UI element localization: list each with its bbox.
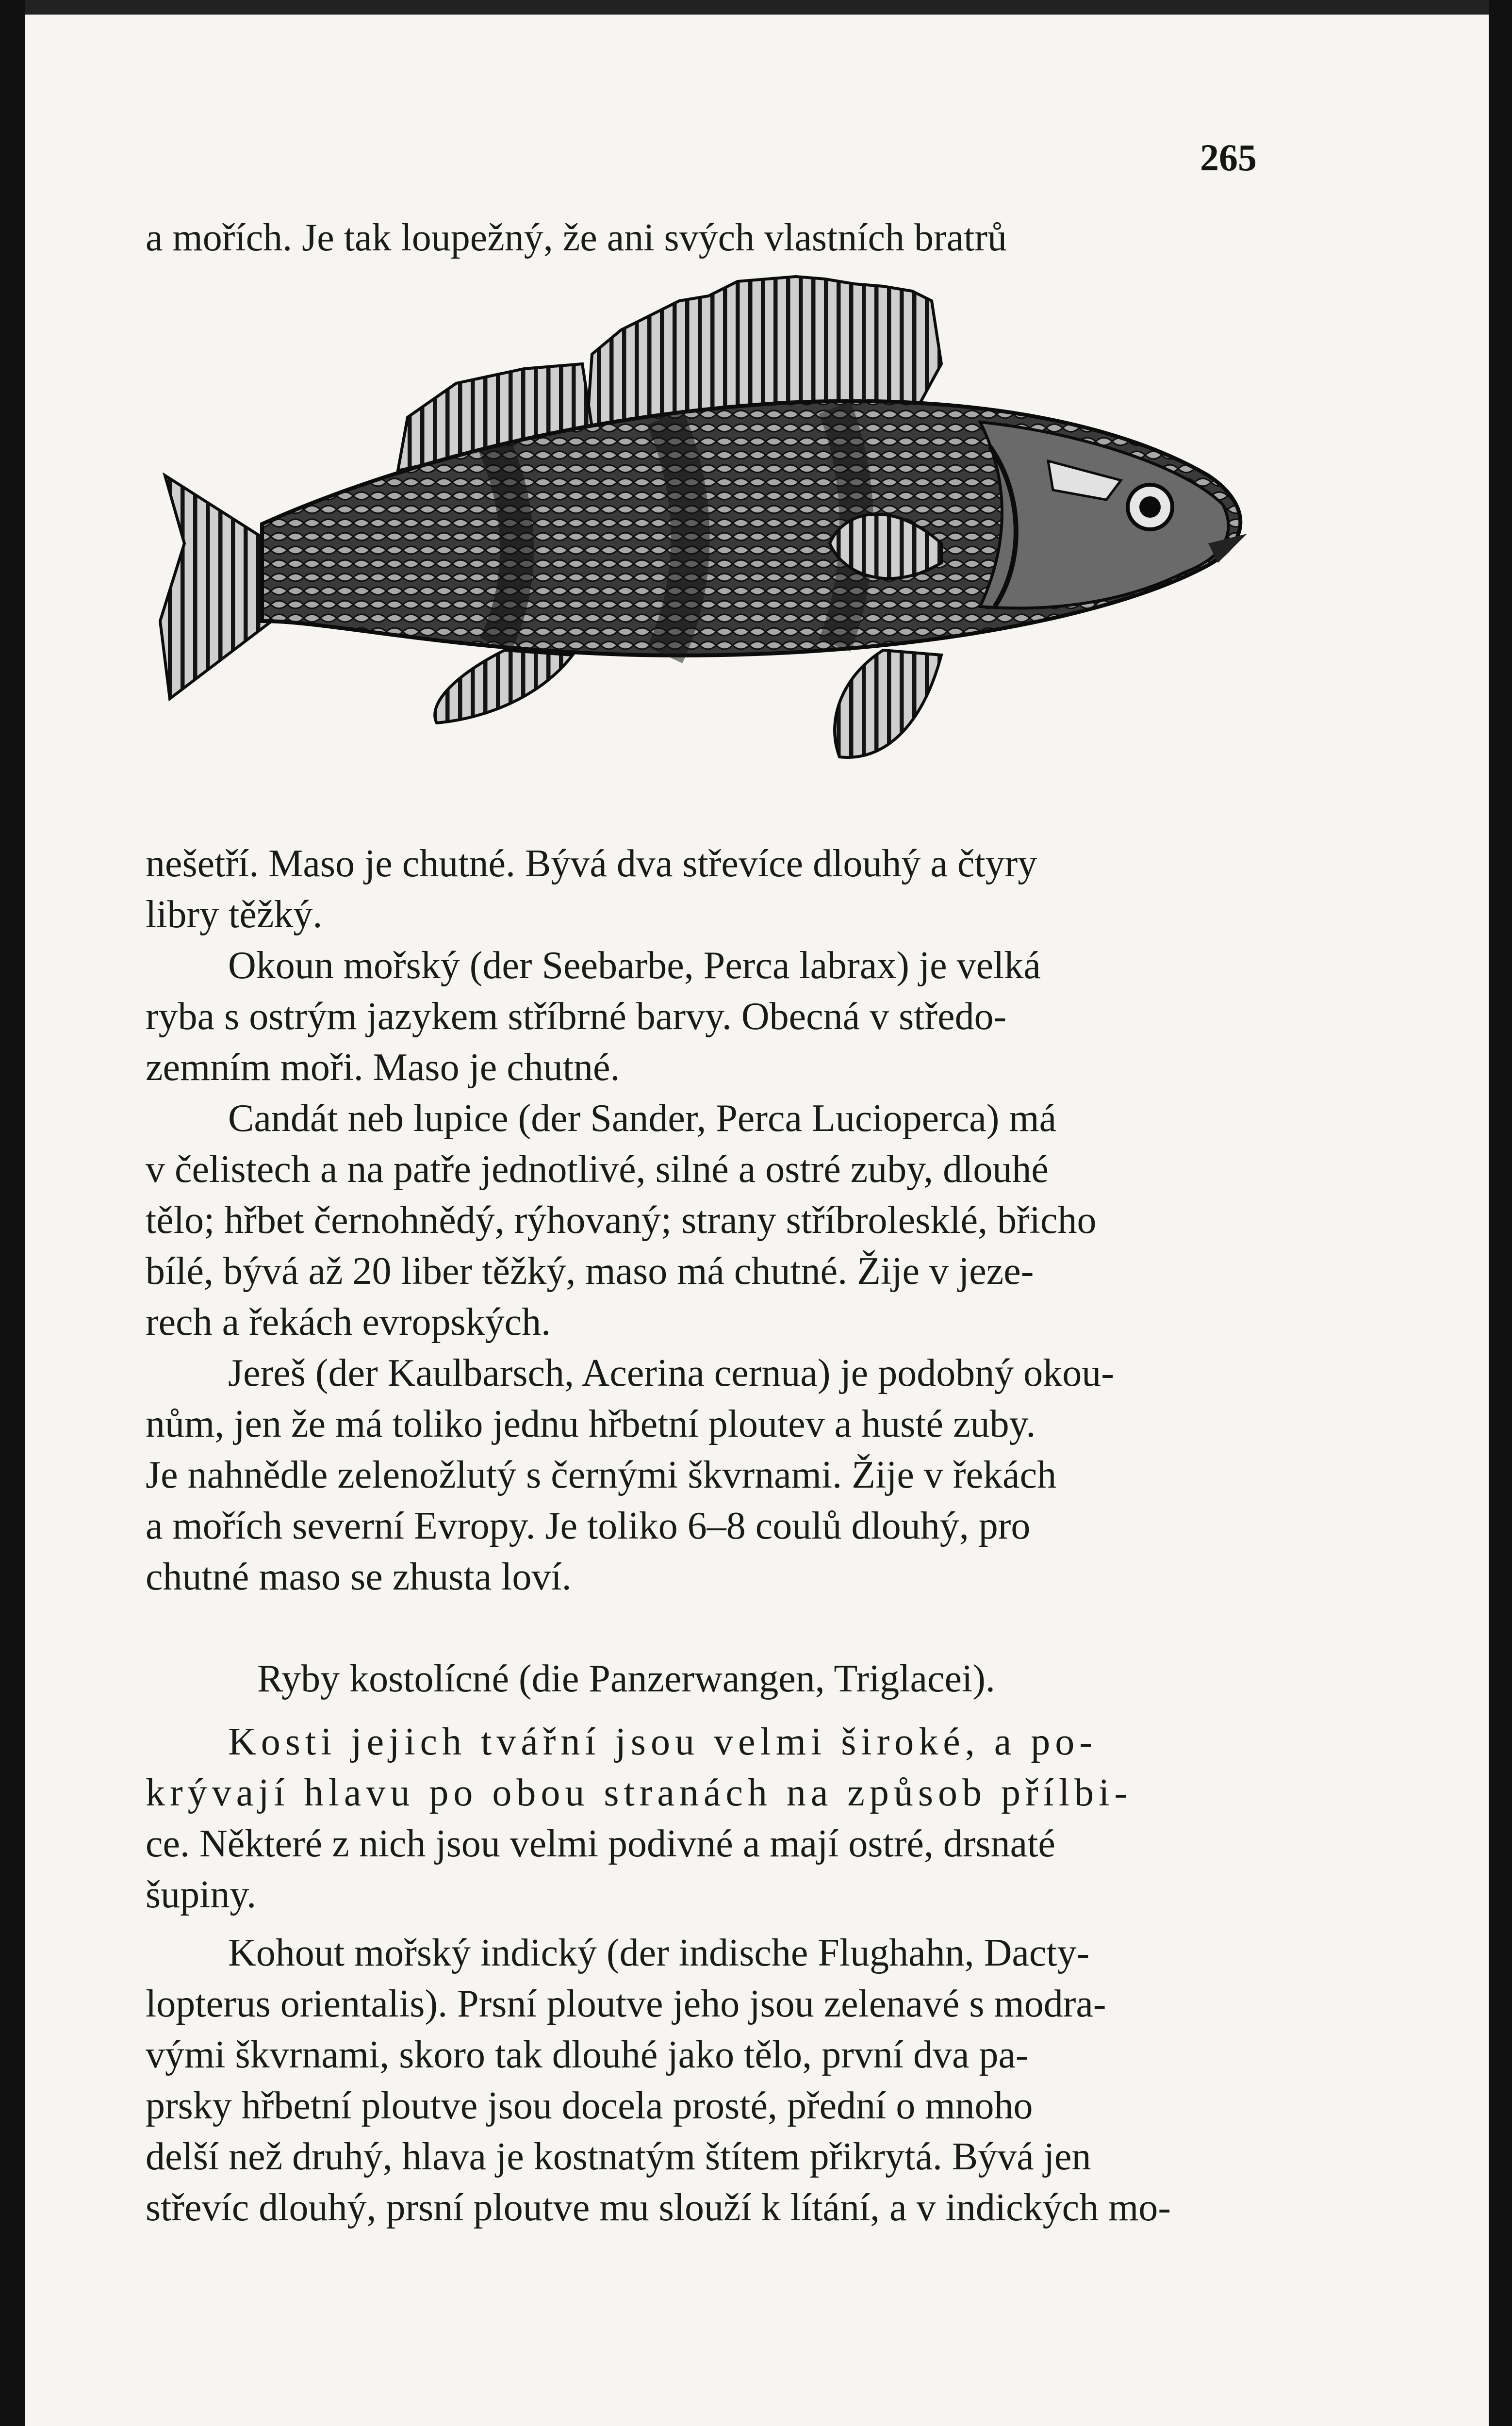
text-line: Candát neb lupice (der Sander, Perca Lucioperca) má [228, 1097, 1057, 1140]
scan-edge-right [1489, 0, 1512, 2426]
text-line: krývají hlavu po obou stranách na způsob přílbi- [146, 1771, 1132, 1814]
text-line: a mořích severní Evropy. Je toliko 6–8 coulů dlouhý, pro [146, 1505, 1031, 1547]
text-line: vými škvrnami, skoro tak dlouhé jako tělo, první dva pa- [146, 2033, 1029, 2076]
text-line: Okoun mořský (der Seebarbe, Perca labrax) je velká [228, 944, 1041, 987]
perch-fish-illustration [155, 272, 1252, 835]
text-line: libry těžký. [146, 893, 323, 936]
text-line: zemním moři. Maso je chutné. [146, 1046, 620, 1089]
scan-edge-left [0, 0, 25, 2426]
text-line: nešetří. Maso je chutné. Bývá dva střevíce dlouhý a čtyry [146, 842, 1037, 885]
text-line: Jereš (der Kaulbarsch, Acerina cernua) je podobný okou- [228, 1352, 1114, 1394]
text-line: Je nahnědle zelenožlutý s černými škvrnami. Žije v řekách [146, 1454, 1057, 1496]
text-line: tělo; hřbet černohnědý, rýhovaný; strany stříbrolesklé, břicho [146, 1199, 1097, 1242]
text-line: delší než druhý, hlava je kostnatým štítem přikrytá. Bývá jen [146, 2135, 1091, 2178]
text-line: prsky hřbetní ploutve jsou docela prosté, přední o mnoho [146, 2084, 1033, 2127]
text-line: Kosti jejich tvářní jsou velmi široké, a po- [228, 1721, 1097, 1763]
text-line: rech a řekách evropských. [146, 1301, 551, 1344]
text-line: ce. Některé z nich jsou velmi podivné a mají ostré, drsnaté [146, 1822, 1055, 1865]
page-number: 265 [1200, 136, 1257, 179]
text-line: nům, jen že má toliko jednu hřbetní ploutev a husté zuby. [146, 1403, 1036, 1445]
text-line: šupiny. [146, 1873, 257, 1916]
text-line: a mořích. Je tak loupežný, že ani svých vlastních bratrů [146, 216, 1007, 259]
text-line: ryba s ostrým jazykem stříbrné barvy. Obecná v středo- [146, 995, 1007, 1038]
scan-edge-top [0, 0, 1512, 15]
text-line: bílé, bývá až 20 liber těžký, maso má chutné. Žije v jeze- [146, 1250, 1034, 1293]
text-line: chutné maso se zhusta loví. [146, 1556, 572, 1598]
text-line: Kohout mořský indický (der indische Flughahn, Dacty- [228, 1932, 1090, 1974]
text-line: v čelistech a na patře jednotlivé, silné a ostré zuby, dlouhé [146, 1148, 1049, 1191]
text-line: lopterus orientalis). Prsní ploutve jeho jsou zelenavé s modra- [146, 1983, 1106, 2025]
section-heading: Ryby kostolícné (die Panzerwangen, Triglacei). [257, 1657, 995, 1700]
text-line: střevíc dlouhý, prsní ploutve mu slouží k lítání, a v indických mo- [146, 2186, 1171, 2229]
